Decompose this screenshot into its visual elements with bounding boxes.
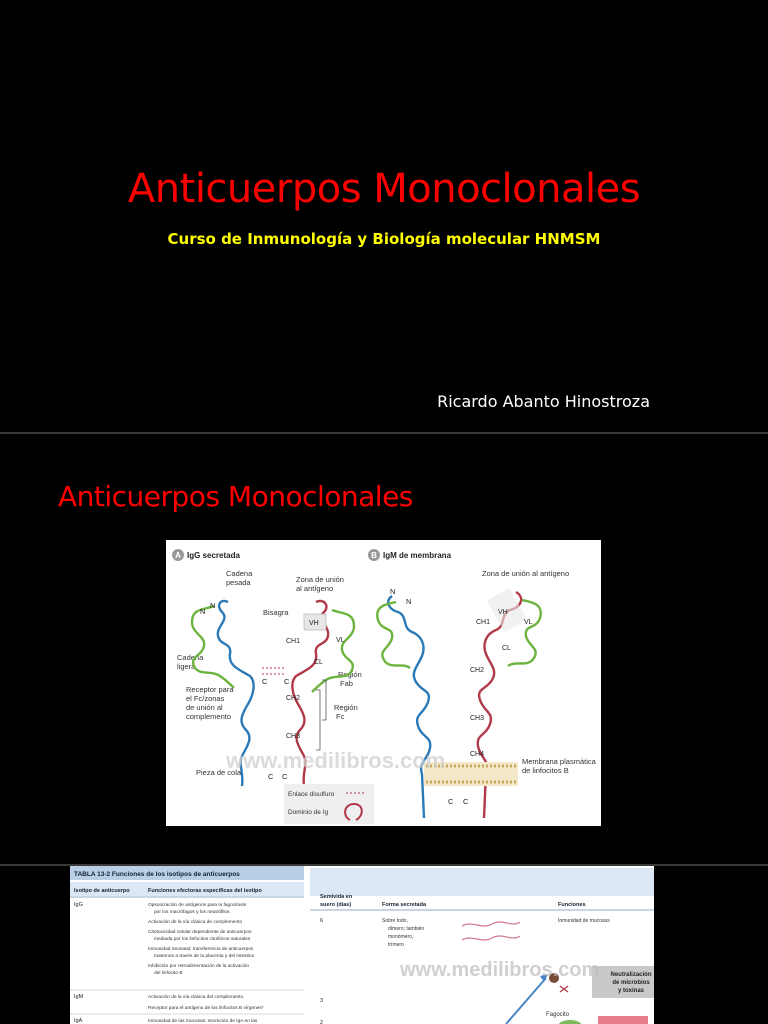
label-region-fab-2: Fab	[340, 679, 353, 688]
label-c: C	[262, 677, 268, 686]
label-ch3: CH3	[286, 733, 301, 740]
label-zona-union: Zona de unión	[296, 575, 344, 584]
col-semivida: Semivida en	[320, 894, 353, 900]
label-pieza-cola: Pieza de cola	[196, 768, 242, 777]
row2-semivida: 3	[320, 998, 324, 1004]
col-forma: Forma secretada	[382, 902, 427, 908]
legend-enlace: Enlace disulfuro	[288, 791, 335, 798]
row1-forma: Sobre todo,	[382, 918, 408, 924]
igg-function: Activación de la vía clásica de complemento	[148, 920, 243, 925]
igg-function: del linfocito B	[154, 971, 183, 976]
igm-function: Receptor para el antígeno de los linfocitos B vírgenes*	[148, 1006, 264, 1011]
antibody-structure-slide	[0, 434, 768, 864]
label-bisagra: Bisagra	[263, 608, 289, 617]
watermark: www.medilibros.com	[226, 748, 446, 773]
row1-forma: monómero,	[388, 934, 414, 940]
label-n: N	[200, 607, 206, 616]
panel-b-title: IgM de membrana	[383, 551, 452, 560]
col-funciones-b: Funciones	[558, 902, 586, 908]
label-membrana-2: de linfocitos B	[522, 766, 569, 775]
label-vh: VH	[309, 620, 319, 627]
slide-title: Anticuerpos Monoclonales	[127, 166, 641, 212]
legend-box	[284, 784, 374, 824]
row1-funcion: Inmunidad de mucosas	[558, 918, 610, 924]
fc-bracket	[316, 690, 320, 750]
watermark: www.medilibros.com	[400, 959, 600, 981]
label-receptor: Receptor para	[186, 685, 234, 694]
label-vh-b: VH	[498, 609, 508, 616]
row1-semivida: 6	[320, 918, 324, 924]
label-ch1-b: CH1	[476, 619, 491, 626]
igg-function: Inhibición por retroalimentación de la activación	[148, 964, 250, 969]
label-zona-union-b: Zona de unión al antígeno	[482, 569, 570, 578]
igg-function: Inmunidad neonatal: transferencia de anticuerpos	[148, 947, 254, 952]
label-c: C	[284, 677, 290, 686]
row-iga: IgA	[74, 1018, 83, 1024]
label-membrana: Membrana plasmática	[522, 757, 596, 766]
row1-forma: trímero	[388, 942, 404, 948]
label-ch3-b: CH3	[470, 715, 485, 722]
iga-dimer-icon	[462, 922, 520, 940]
label-cadena-ligera-2: ligera	[177, 662, 196, 671]
label-receptor-2: el Fc/zonas	[186, 694, 225, 703]
label-cadena-ligera: Cadena	[177, 653, 204, 662]
label-zona-union-2: al antígeno	[296, 584, 334, 593]
label-ch1: CH1	[286, 638, 301, 645]
label-cl-b: CL	[502, 645, 511, 652]
label-fagocito: Fagocito	[546, 1012, 570, 1018]
neutralization-label-3: y toxinas	[617, 988, 645, 994]
neutralization-label: Neutralización	[610, 972, 652, 978]
title-slide	[0, 0, 768, 432]
panel-b-letter: B	[371, 551, 377, 560]
slide-subtitle: Curso de Inmunología y Biología molecular HNMSM	[167, 230, 601, 248]
right-table-header	[310, 868, 654, 896]
fab-bracket	[322, 680, 326, 720]
igg-function: maternos a través de la placenta y del intestino	[154, 954, 255, 959]
label-c-b: C	[448, 797, 454, 806]
legend-dominio: Dominio de Ig	[288, 809, 329, 816]
neutralization-label-2: de microbios	[612, 980, 650, 986]
isotype-table-figure	[70, 866, 654, 1024]
row-igm: IgM	[74, 994, 84, 1000]
col-semivida-2: suero (días)	[320, 902, 352, 908]
igm-function: Activación de la vía clásica del complemento	[148, 995, 244, 1000]
label-ch2: CH2	[286, 695, 301, 702]
red-band	[598, 1016, 648, 1024]
igg-hinge-bonds	[262, 668, 286, 674]
igg-function: Opsonización de antígenos para la fagocitosis	[148, 903, 247, 908]
label-cl: CL	[314, 659, 323, 666]
col-funciones: Funciones efectoras específicas del isotipo	[148, 888, 262, 894]
label-vl-b: VL	[524, 619, 533, 626]
label-region-fab: Región	[338, 670, 362, 679]
iga-function: Inmunidad de las mucosas: secreción de IgA en las	[148, 1019, 258, 1024]
antibody-structure-figure	[166, 540, 601, 826]
igg-function: mediada por los linfocitos citolíticos naturales	[154, 937, 251, 942]
label-n-b: N	[390, 587, 396, 596]
label-cadena-pesada-2: pesada	[226, 578, 251, 587]
label-c: C	[268, 772, 274, 781]
igg-function: por los macrófagos y los neutrófilos	[154, 910, 230, 915]
label-region-fc: Región	[334, 703, 358, 712]
isotype-table-slide	[0, 866, 768, 1024]
slide-title: Anticuerpos Monoclonales	[58, 480, 413, 513]
row1-forma: dímero; también	[388, 926, 425, 932]
label-c-b: C	[463, 797, 469, 806]
label-region-fc-2: Fc	[336, 712, 345, 721]
igg-function: Citotoxicidad celular dependiente de anticuerpos	[148, 930, 252, 935]
label-n: N	[210, 601, 216, 610]
igm-light-chain-left	[377, 602, 410, 668]
label-receptor-4: complemento	[186, 712, 232, 721]
label-vl: VL	[336, 637, 345, 644]
igm-heavy-chain-left	[388, 596, 430, 818]
table-title: TABLA 13-2 Funciones de los isotipos de anticuerpos	[74, 871, 240, 878]
label-n-b: N	[406, 597, 412, 606]
row-igg: IgG	[74, 902, 83, 908]
label-ch4-b: CH4	[470, 751, 485, 758]
panel-a-title: IgG secretada	[187, 551, 240, 560]
slide-author: Ricardo Abanto Hinostroza	[437, 392, 650, 411]
label-c: C	[282, 772, 288, 781]
row3-semivida: 2	[320, 1020, 324, 1024]
label-receptor-3: de unión al	[186, 703, 223, 712]
panel-a-letter: A	[175, 551, 181, 560]
label-cadena-pesada: Cadena	[226, 569, 253, 578]
col-isotipo: Isotipo de anticuerpo	[74, 888, 130, 894]
label-ch2-b: CH2	[470, 667, 485, 674]
